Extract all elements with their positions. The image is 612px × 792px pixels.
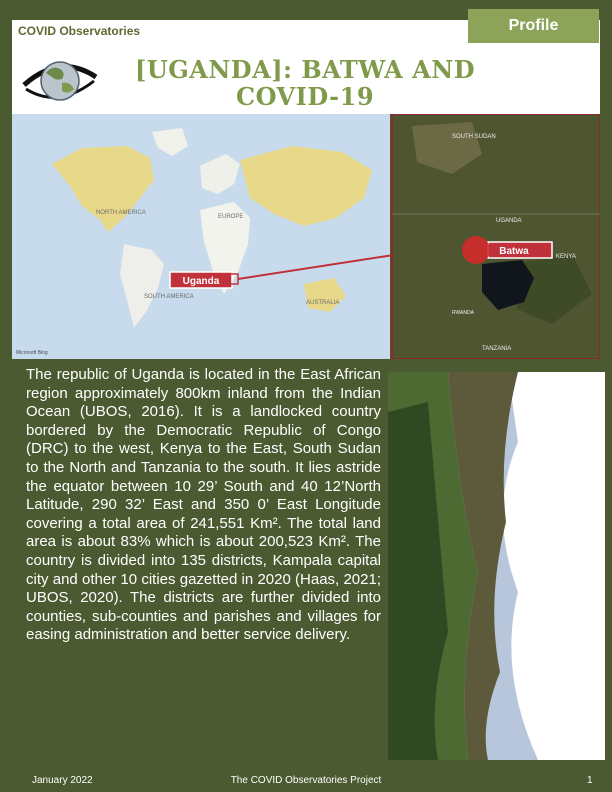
label-tanzania: TANZANIA (482, 346, 512, 352)
world-map-ocean (12, 114, 390, 359)
brand-name: COVID Observatories (18, 24, 141, 38)
uganda-callout-label: Uganda (182, 276, 220, 287)
footer-project: The COVID Observatories Project (230, 775, 382, 786)
landscape-photo (388, 372, 605, 760)
profile-tab[interactable]: Profile (468, 9, 599, 43)
page-title (110, 56, 500, 110)
batwa-marker (462, 236, 490, 264)
photo-clouds (503, 372, 605, 760)
label-europe: EUROPE (218, 214, 244, 220)
label-south-sudan: SOUTH SUDAN (452, 134, 496, 140)
map-attribution: Microsoft Bing (16, 350, 48, 356)
batwa-callout-label: Batwa (499, 246, 529, 257)
location-map (12, 114, 600, 359)
label-rwanda: RWANDA (452, 310, 474, 316)
label-south-america: SOUTH AMERICA (144, 294, 194, 300)
observatory-eye-logo (22, 51, 98, 109)
page-number: 1 (587, 775, 593, 786)
label-australia: AUSTRALIA (306, 300, 340, 306)
title-line-2: COVID-19 (235, 82, 375, 111)
label-uganda-region: UGANDA (496, 218, 522, 224)
intro-paragraph: The republic of Uganda is located in the East African region approximately 800km inland from the Indian Ocean (UBOS, 2016). It is a landlocked country bordered by the Democratic Republic of Congo (DRC) to the west, Kenya to the East, South Sudan to the North and Tanzania to the south. It lies astride the equator between 10 29’ South and 40 12’North Latitude, 290 32’ East and 350 0’ East Longitude covering a total area of 241,551 Km². The total land area is about 83% which is about 200,523 Km². The country is divided into 135 districts, Kampala capital city and other 10 cities gazetted in 2020 (Haas, 2021; UBOS, 2020). The districts are further divided into counties, sub-counties and parishes and villages for easing administration and better service delivery. (26, 366, 381, 644)
title-line-1: [UGANDA]: BATWA AND (134, 55, 476, 84)
label-kenya: KENYA (556, 254, 576, 260)
footer-date: January 2022 (32, 775, 93, 786)
label-north-america: NORTH AMERICA (96, 210, 146, 216)
